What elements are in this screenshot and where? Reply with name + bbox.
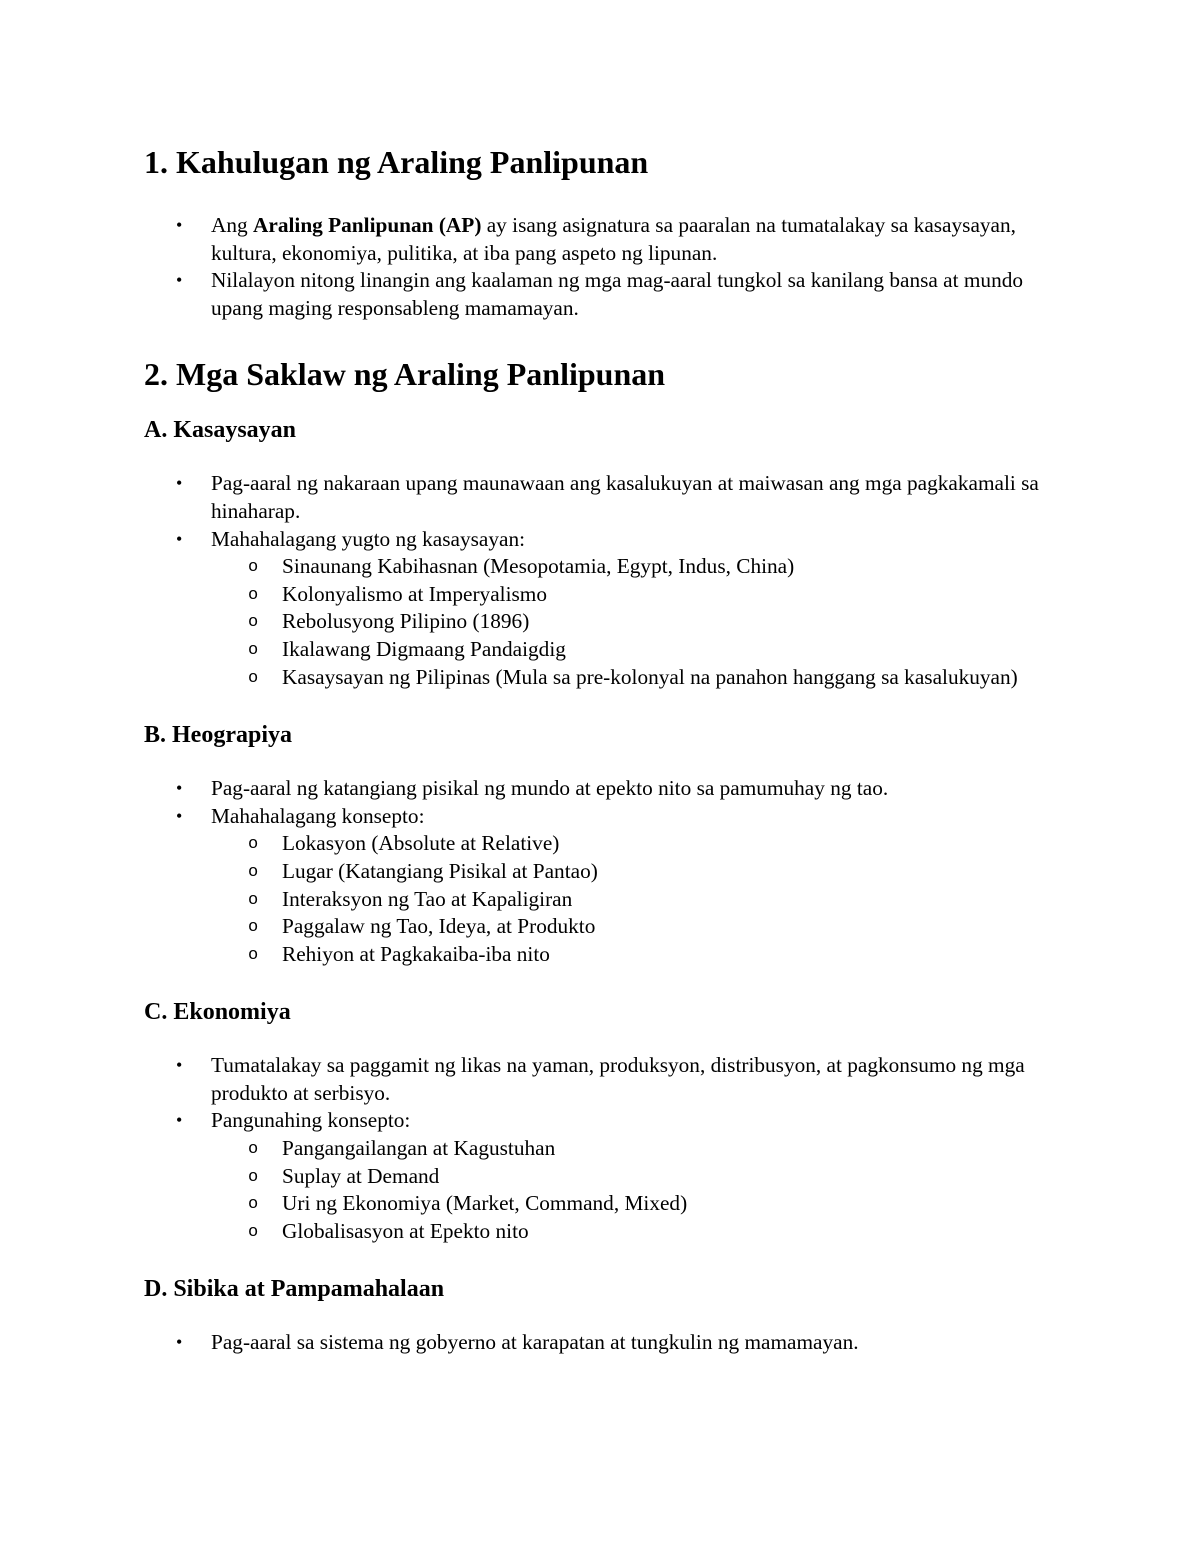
- bullet-icon: •: [176, 270, 183, 291]
- list-item: • Ang Araling Panlipunan (AP) ay isang asignatura sa paaralan na tumatalakay sa kasaysayan, kultura, ekonomiya, pulitika, at iba pang aspeto ng lipunan.: [176, 213, 1016, 265]
- bullet-icon: •: [176, 528, 183, 549]
- circle-bullet-icon: o: [248, 613, 259, 633]
- sub-list-item: o Interaksyon ng Tao at Kapaligiran: [282, 886, 1050, 914]
- sub-list-item: o Rebolusyong Pilipino (1896): [282, 608, 1050, 636]
- sub-list-item: o Lokasyon (Absolute at Relative): [282, 830, 1050, 858]
- sub-list-item: o Kolonyalismo at Imperyalismo: [282, 581, 1050, 609]
- list-item: • Pag-aaral sa sistema ng gobyerno at karapatan at tungkulin ng mamamayan.: [211, 1329, 1050, 1357]
- sub-list-item: o Uri ng Ekonomiya (Market, Command, Mixed): [282, 1190, 1050, 1218]
- list-item: • Mahahalagang konsepto: o Lokasyon (Absolute at Relative) o Lugar (Katangiang Pisikal at Pantao) o Interaksyon ng Tao at Kapaligiran o Paggalaw ng Tao, Ideya, at Produkto o Rehiyon at Pagkakaiba-iba nito: [211, 803, 1050, 969]
- sub-list-item: o Pangangailangan at Kagustuhan: [282, 1135, 1050, 1163]
- bullet-list: [144, 212, 1050, 322]
- subsection-heading-ekonomiya: C. Ekonomiya: [144, 999, 291, 1026]
- bullet-icon: •: [176, 805, 183, 826]
- subsection-heading-heograpiya: B. Heograpiya: [144, 722, 292, 749]
- circle-bullet-icon: o: [248, 558, 259, 578]
- bullet-icon: •: [176, 215, 183, 235]
- circle-bullet-icon: o: [248, 1195, 259, 1215]
- bullet-list: [144, 775, 1050, 968]
- bullet-list: [144, 1052, 1050, 1245]
- sub-list-item: o Ikalawang Digmaang Pandaigdig: [282, 636, 1050, 664]
- bullet-icon: •: [176, 1055, 183, 1076]
- sub-bullet-list: [211, 1135, 1050, 1245]
- circle-bullet-icon: o: [248, 1222, 259, 1242]
- bullet-icon: •: [176, 1332, 183, 1353]
- circle-bullet-icon: o: [248, 890, 259, 910]
- circle-bullet-icon: o: [248, 918, 259, 938]
- section-heading-1: 1. Kahulugan ng Araling Panlipunan: [144, 144, 649, 180]
- sub-list-item: o Lugar (Katangiang Pisikal at Pantao): [282, 858, 1050, 886]
- sub-list-item: o Suplay at Demand: [282, 1163, 1050, 1191]
- circle-bullet-icon: o: [248, 585, 259, 605]
- sub-bullet-list: [211, 553, 1050, 691]
- list-item: • Pangunahing konsepto: o Pangangailangan at Kagustuhan o Suplay at Demand o Uri ng Ekonomiya (Market, Command, Mixed) o Globalisasyon at Epekto nito: [211, 1107, 1050, 1245]
- sub-list-item: o Kasaysayan ng Pilipinas (Mula sa pre-kolonyal na panahon hanggang sa kasalukuyan): [282, 664, 1050, 692]
- list-item: • Mahahalagang yugto ng kasaysayan: o Sinaunang Kabihasnan (Mesopotamia, Egypt, Indus, China) o Kolonyalismo at Imperyalismo o Rebolusyong Pilipino (1896) o Ikalawang Digmaang Pandaigdig o Kasaysayan ng Pilipinas (Mula sa pre-kolonyal na panahon hanggang sa kasalukuyan): [211, 526, 1050, 692]
- list-item: • Pag-aaral ng nakaraan upang maunawaan ang kasalukuyan at maiwasan ang mga pagkakamali sa hinaharap.: [176, 471, 1039, 523]
- bold-term: Araling Panlipunan (AP): [253, 213, 482, 237]
- list-item: • Nilalayon nitong linangin ang kaalaman ng mga mag-aaral tungkol sa kanilang bansa at mundo upang maging responsableng mamamayan.: [176, 268, 1024, 320]
- circle-bullet-icon: o: [248, 945, 259, 965]
- bullet-icon: •: [176, 473, 183, 494]
- sub-list-item: o Rehiyon at Pagkakaiba-iba nito: [282, 941, 1050, 969]
- sub-list-item: o Paggalaw ng Tao, Ideya, at Produkto: [282, 913, 1050, 941]
- circle-bullet-icon: o: [248, 668, 259, 688]
- bullet-list: [144, 1329, 1050, 1357]
- bullet-list: [144, 470, 1050, 691]
- bullet-icon: •: [176, 778, 183, 799]
- subsection-heading-kasaysayan: A. Kasaysayan: [144, 417, 297, 444]
- list-item: • Tumatalakay sa paggamit ng likas na yaman, produksyon, distribusyon, at pagkonsumo ng mga produkto at serbisyo.: [176, 1053, 1025, 1105]
- sub-list-item: o Globalisasyon at Epekto nito: [282, 1218, 1050, 1246]
- section-heading-2: 2. Mga Saklaw ng Araling Panlipunan: [144, 356, 666, 393]
- circle-bullet-icon: o: [248, 835, 259, 855]
- sub-list-item: o Sinaunang Kabihasnan (Mesopotamia, Egypt, Indus, China): [282, 553, 1050, 581]
- list-item: • Pag-aaral ng katangiang pisikal ng mundo at epekto nito sa pamumuhay ng tao.: [211, 775, 1050, 803]
- circle-bullet-icon: o: [248, 640, 259, 660]
- subsection-heading-sibika: D. Sibika at Pampamahalaan: [144, 1276, 445, 1303]
- sub-bullet-list: [211, 830, 1050, 968]
- circle-bullet-icon: o: [248, 1167, 259, 1187]
- circle-bullet-icon: o: [248, 862, 259, 882]
- bullet-icon: •: [176, 1110, 183, 1131]
- circle-bullet-icon: o: [248, 1140, 259, 1160]
